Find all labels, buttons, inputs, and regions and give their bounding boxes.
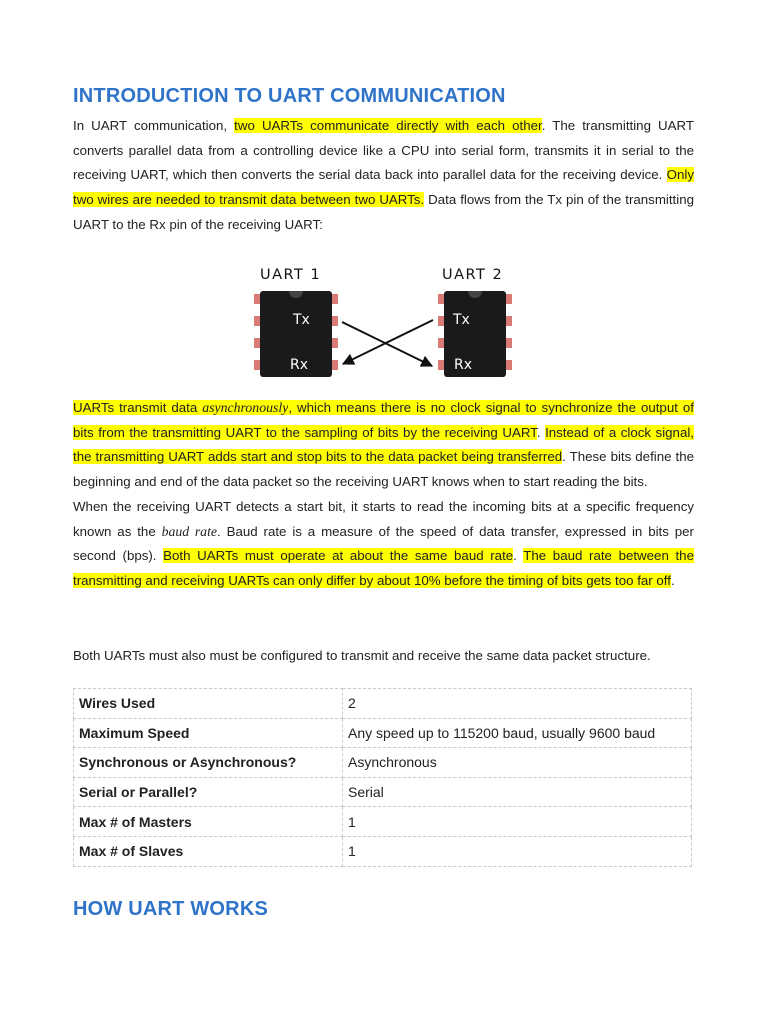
spec-key: Synchronous or Asynchronous? (74, 748, 343, 778)
uart-spec-table (73, 688, 692, 867)
table-row (74, 836, 692, 866)
spec-value: Serial (343, 777, 692, 807)
table-row (74, 807, 692, 837)
spec-value: Asynchronous (343, 748, 692, 778)
text-segment: . The transmitting UART converts parallel data from a controlling device like a CPU into serial form, transmits it in serial to the receiving UART, which then converts the serial data back into parallel data for the receiving device. (73, 118, 695, 183)
highlighted-text: , which means there is no clock signal to synchronize the output of bits from the transmitting UART to the sampling of bits by the receiving UART (73, 400, 694, 440)
uart1-tx-label: Tx (293, 312, 310, 328)
spec-key: Max # of Masters (74, 807, 343, 837)
tx2-to-rx1-arrow (343, 320, 433, 364)
uart2-rx-label: Rx (454, 357, 473, 373)
text-segment: . Baud rate is a measure of the speed of data transfer, expressed in bits per second (bps). (73, 523, 694, 564)
highlighted-text: The baud rate between the transmitting and receiving UARTs can only differ by about 10% before the timing of bits gets too far off (73, 548, 694, 588)
italic-term: baud rate (161, 523, 218, 539)
paragraph-packet-structure: Both UARTs must also must be configured to transmit and receive the same data packet structure. (73, 648, 651, 663)
uart2-label: UART 2 (442, 267, 504, 283)
spec-value: 1 (343, 836, 692, 866)
tx1-to-rx2-arrow (342, 322, 432, 366)
spec-value: 1 (343, 807, 692, 837)
uart2-chip (438, 291, 512, 377)
spec-value: Any speed up to 115200 baud, usually 9600 baud (343, 718, 692, 748)
table-row (74, 748, 692, 778)
highlighted-text: two UARTs communicate directly with each other (234, 118, 542, 133)
uart1-chip (254, 291, 338, 377)
text-segment: . (513, 548, 524, 564)
spec-value: 2 (343, 689, 692, 719)
spec-key: Max # of Slaves (74, 836, 343, 866)
highlighted-text: asynchronously (202, 400, 289, 415)
paragraph-intro (73, 114, 694, 238)
heading-how-uart-works: HOW UART WORKS (73, 898, 268, 920)
paragraph-asynchronous (73, 396, 694, 594)
text-segment: . (536, 424, 546, 440)
text-segment: When the receiving UART detects a start bit, it starts to read the incoming bits at a specific frequency known as the (73, 498, 694, 539)
uart2-tx-label: Tx (453, 312, 470, 328)
uart1-rx-label: Rx (290, 357, 309, 373)
highlighted-text: UARTs transmit data (73, 400, 203, 415)
highlighted-text: Only two wires are needed to transmit data between two UARTs. (73, 167, 694, 208)
heading-introduction: INTRODUCTION TO UART COMMUNICATION (73, 85, 506, 107)
text-segment: Data flows from the Tx pin of the transmitting UART to the Rx pin of the receiving UART: (73, 192, 694, 232)
table-row (74, 718, 692, 748)
uart-connection-diagram (252, 262, 524, 382)
table-row (74, 689, 692, 719)
spec-key: Maximum Speed (74, 718, 343, 748)
text-segment: . (670, 572, 675, 588)
highlighted-text: Both UARTs must operate at about the same baud rate (163, 548, 514, 564)
spec-key: Serial or Parallel? (74, 777, 343, 807)
text-segment: In UART communication, (73, 118, 235, 133)
uart1-label: UART 1 (260, 267, 322, 283)
text-segment: . These bits define the beginning and end of the data packet so the receiving UART knows when to start reading the bits. (73, 449, 694, 490)
table-row (74, 777, 692, 807)
spec-key: Wires Used (74, 689, 343, 719)
highlighted-text: Instead of a clock signal, the transmitting UART adds start and stop bits to the data packet being transferred (73, 424, 694, 465)
